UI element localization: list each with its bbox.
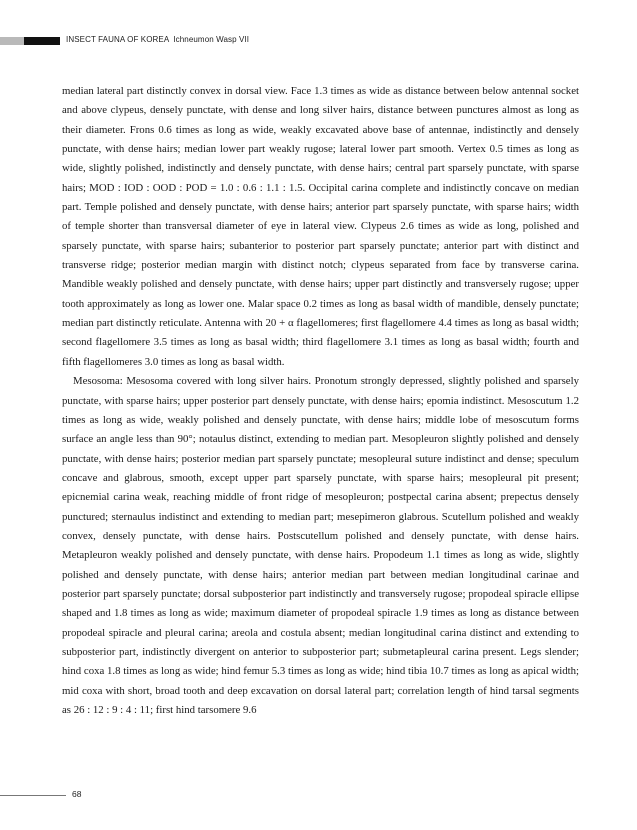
running-head-series: INSECT FAUNA OF KOREA [66,35,170,44]
page-number: 68 [72,789,82,799]
header-decor-bar-black [24,37,60,45]
paragraph-head-description: median lateral part distinctly convex in dorsal view. Face 1.3 times as wide as distance between below antennal socket and above clypeus, densely punctate, with dense and long silver hairs, distance between punctures almost as long as their diameter. Frons 0.6 times as long as wide, weakly excavated above base of antennae, indistinctly and densely punctate, with dense hairs; median lower part weakly rugose; lateral lower part smooth. Vertex 0.5 times as long as wide, slightly polished, indistinctly and densely punctate, with dense hairs; central part sparsely punctate, with sparse hairs; MOD : IOD : OOD : POD = 1.0 : 0.6 : 1.1 : 1.5. Occipital carina complete and indistinctly concave on median part. Temple polished and densely punctate, with dense hairs; anterior part sparsely punctate, with sparse hairs; width of temple shorter than transversal diameter of eye in lateral view. Clypeus 2.6 times as wide as long, polished and sparsely punctate, with sparse hairs; subanterior to posterior part sparsely punctate; anterior part with distinct and transverse ridge; posterior median margin with distinct notch; clypeus separated from face by transverse carina. Mandible weakly polished and densely punctate, with dense hairs; upper part distinctly and transversely rugose; upper tooth approximately as long as lower one. Malar space 0.2 times as long as basal width of mandible, densely punctate; median part distinctly reticulate. Antenna with 20 + α flagellomeres; first flagellomere 4.4 times as long as basal width; second flagellomere 3.5 times as long as basal width; third flagellomere 3.1 times as long as basal width; fourth and fifth flagellomeres 3.0 times as long as basal width. [62,85,579,368]
footer-rule [0,795,66,796]
running-head-volume: Ichneumon Wasp VII [173,35,250,44]
running-head [66,35,249,44]
paragraph-mesosoma: Mesosoma: Mesosoma covered with long silver hairs. Pronotum strongly depressed, slightly polished and sparsely punctate, with sparse hairs; upper posterior part densely punctate, with dense hairs; epomia indistinct. Mesoscutum 1.2 times as long as wide, weakly polished and densely punctate, with dense hairs; middle lobe of mesoscutum forms surface an angle less than 90°; notaulus distinct, extending to median part. Mesopleuron slightly polished and densely punctate, with dense hairs; posterior median part sparsely punctate; mesopleural suture indistinct and dense; speculum concave and glabrous, smooth, except upper part sparsely punctate, with sparse hairs; mesopleural pit present; epicnemial carina weak, reaching middle of front ridge of mesopleuron; postpectal carina absent; prepectus densely punctured; sternaulus indistinct and extending to median part; mesepimeron glabrous. Scutellum polished and weakly convex, densely punctate, with dense hairs. Postscutellum polished and densely punctate, with dense hairs. Metapleuron weakly polished and densely punctate, with dense hairs. Propodeum 1.1 times as long as wide, slightly polished and densely punctate, with dense hairs; anterior median part between median longitudinal carinae and posterior part sparsely punctate; dorsal subposterior part indistinctly and transversely rugose; propodeal spiracle ellipse shaped and 1.8 times as long as wide; maximum diameter of propodeal spiracle 1.9 times as long as distance between propodeal spiracle and pleural carina; areola and costula absent; median longitudinal carina distinct and extending to subposterior part, indistinctly divergent on anterior to subposterior part; submetapleural carina present. Legs slender; hind coxa 1.8 times as long as wide; hind femur 5.3 times as long as wide; hind tibia 10.7 times as long as apical width; mid coxa with short, broad tooth and deep excavation on dorsal lateral part; correlation length of hind tarsal segments as 26 : 12 : 9 : 4 : 11; first hind tarsomere 9.6 [62,375,579,716]
header-decor-bar-grey [0,37,24,45]
body-text [62,82,579,720]
